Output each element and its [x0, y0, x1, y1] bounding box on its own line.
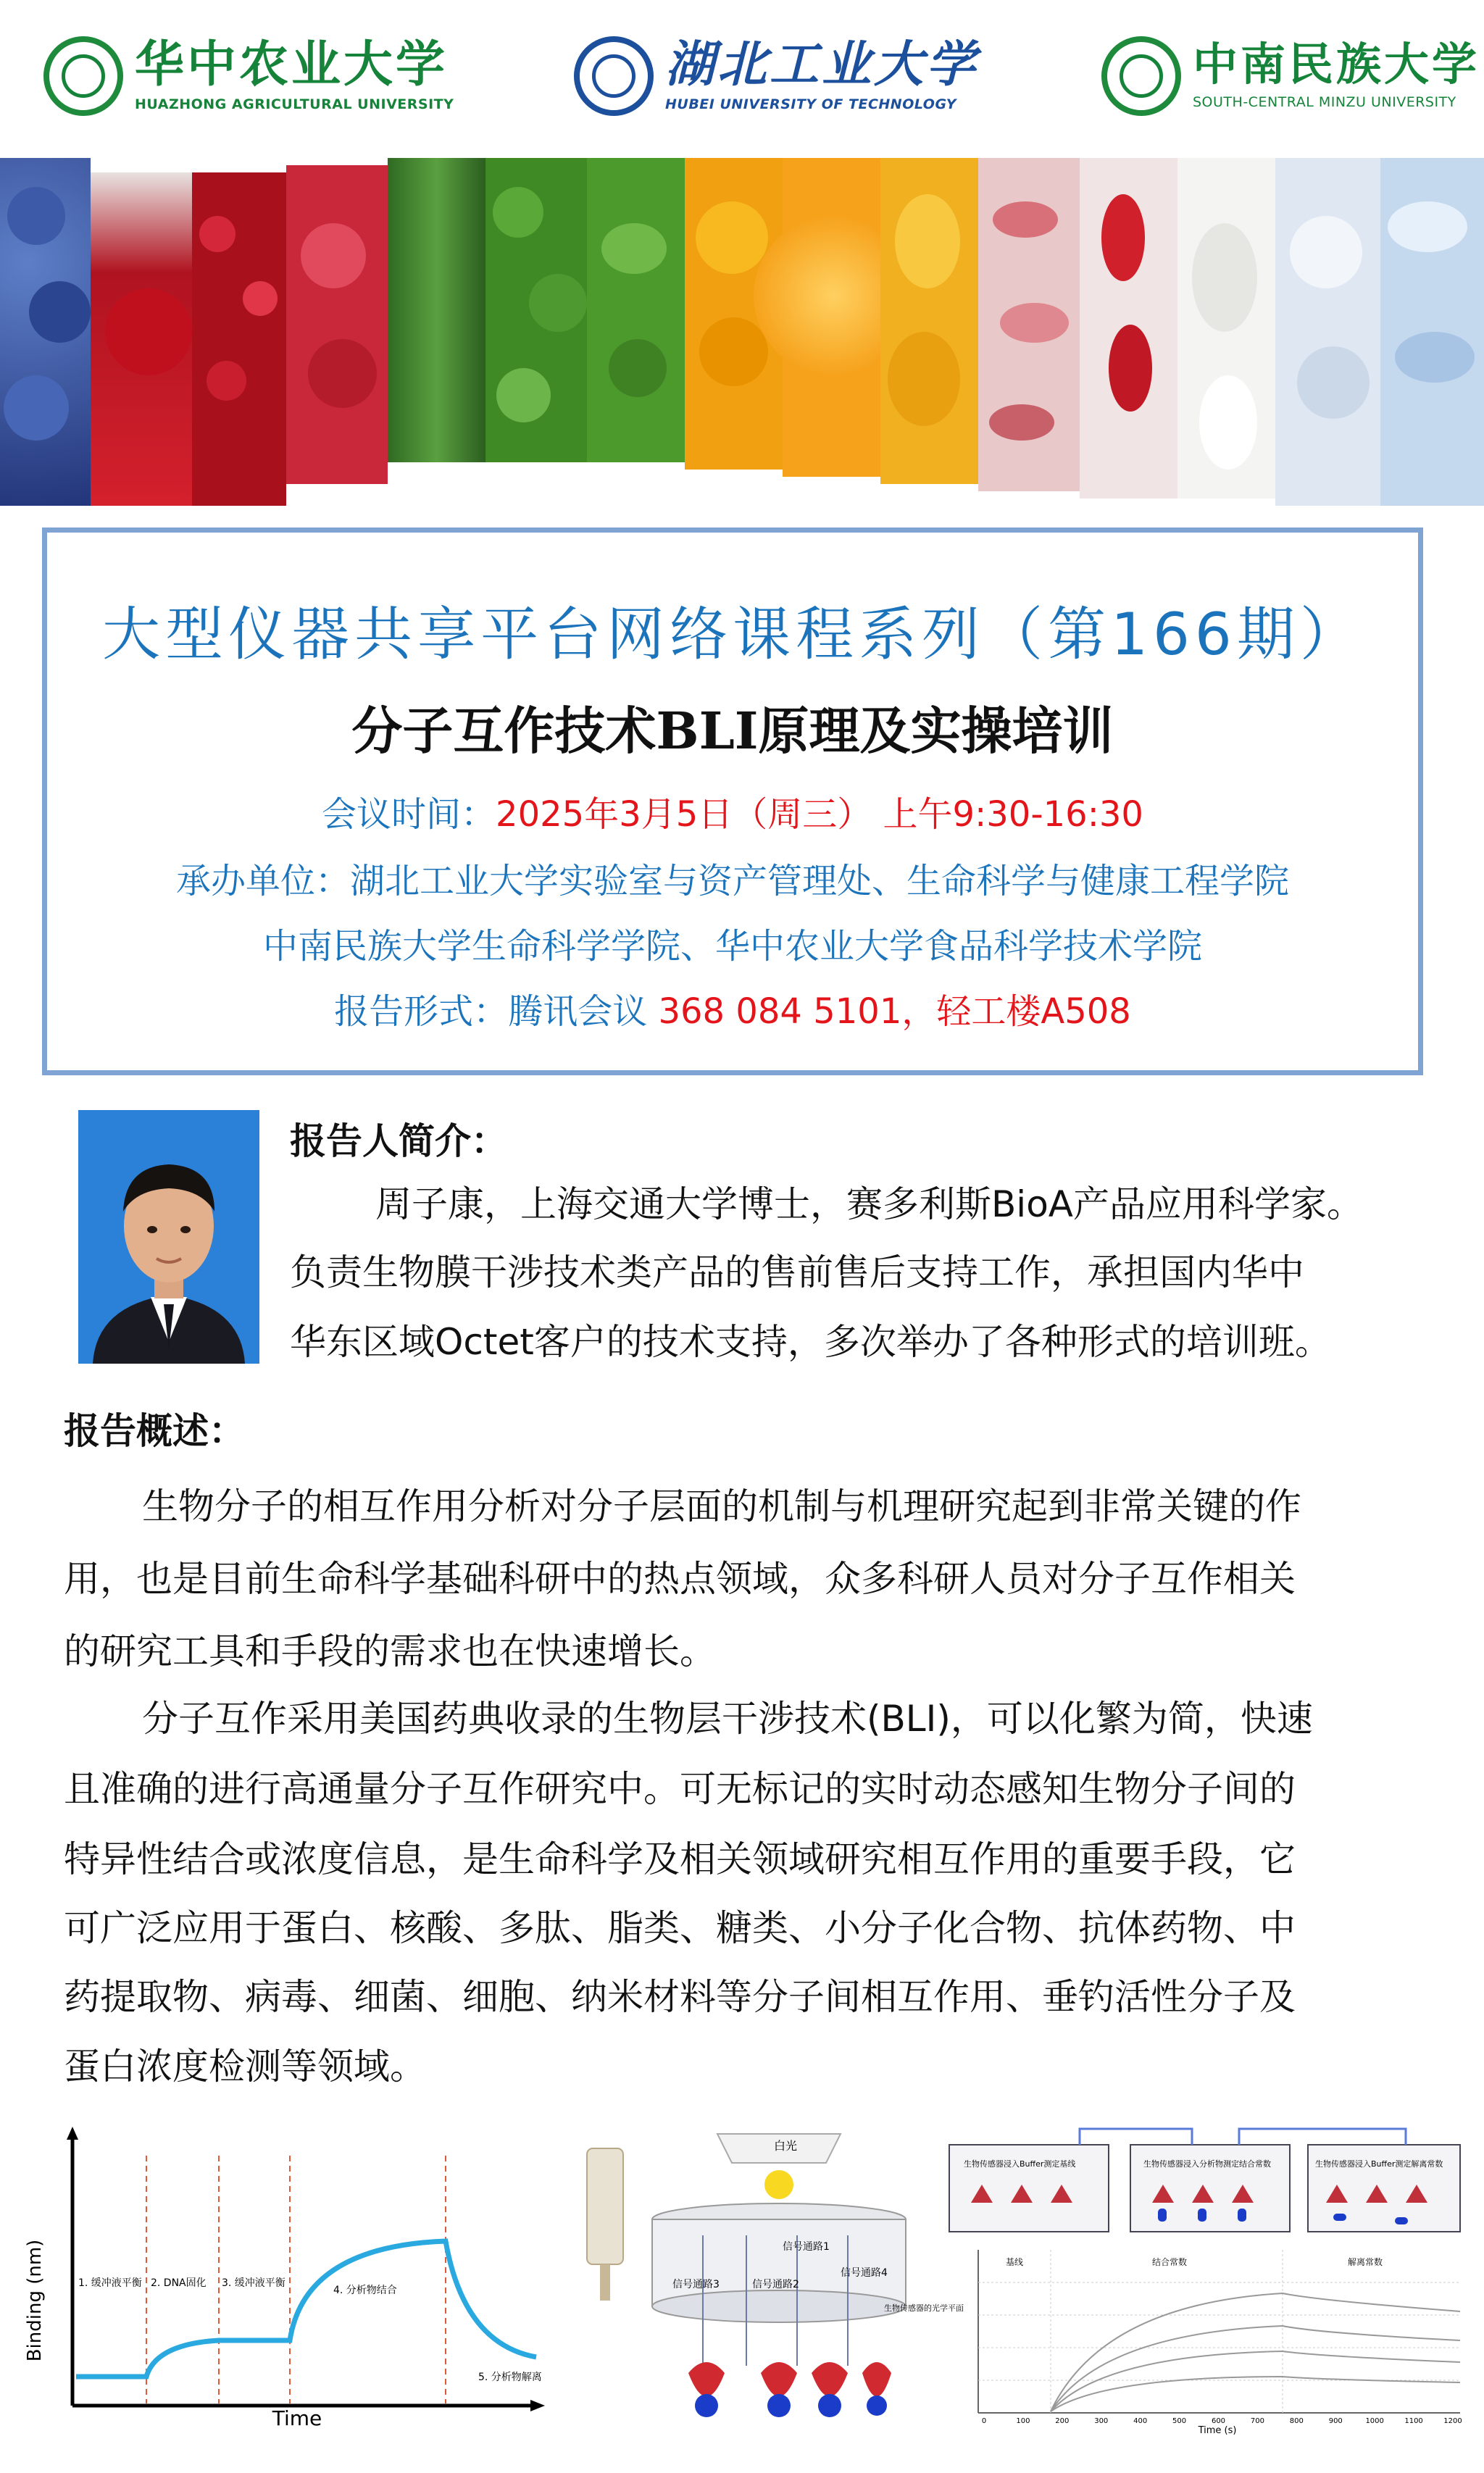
- x-tick-label: 100: [1016, 2417, 1030, 2425]
- cherry-image: [91, 172, 192, 506]
- x-axis-label: Time (s): [1198, 2425, 1237, 2436]
- summary-p2-line: 可广泛应用于蛋白、核酸、多肽、脂类、糖类、小分子化合物、抗体药物、中: [64, 1907, 1296, 1949]
- format-label: 报告形式：: [334, 991, 509, 1032]
- logo-en-name: HUBEI UNIVERSITY OF TECHNOLOGY: [665, 96, 957, 112]
- white-light-label: 白光: [774, 2139, 798, 2153]
- step-label: 3. 缓冲液平衡: [222, 2277, 285, 2289]
- step-box-label: 生物传感器浸入分析物测定结合常数: [1143, 2159, 1271, 2169]
- channel-label: 信号通路1: [783, 2241, 830, 2253]
- raspberries-image: [286, 165, 388, 484]
- logo-huazhong: [43, 29, 454, 123]
- lettuce-image: [587, 158, 685, 462]
- phase-label: 基线: [1006, 2257, 1024, 2267]
- speaker-heading: 报告人简介：: [290, 1120, 507, 1162]
- event-info-box: [42, 527, 1423, 1075]
- optical-plane-note: 生物传感器的光学平面: [884, 2303, 964, 2313]
- channel-label: 信号通路3: [672, 2279, 720, 2290]
- bli-binding-curve-figure: [24, 2127, 551, 2431]
- summary-p2-line: 特异性结合或浓度信息，是生命科学及相关领域研究相互作用的重要手段，它: [64, 1838, 1296, 1880]
- speaker-bio-line-1: 周子康，上海交通大学博士，赛多利斯BioA产品应用科学家。: [375, 1183, 1363, 1225]
- course-series-title: 大型仪器共享平台网络课程系列（第166期）: [102, 601, 1363, 668]
- food-supplement-photo-strip: [0, 158, 1484, 506]
- training-title: 分子互作技术BLI原理及实操培训: [351, 701, 1114, 761]
- blueberries-image: [0, 158, 91, 506]
- y-axis-arrow-icon: [67, 2127, 78, 2140]
- speaker-bio-line-3: 华东区域Octet客户的技术支持，多次举办了各种形式的培训班。: [290, 1321, 1331, 1363]
- channel-label: 信号通路2: [752, 2279, 799, 2290]
- step-box-label: 生物传感器浸入Buffer测定基线: [964, 2159, 1076, 2169]
- logo-cn-name: 中南民族大学: [1193, 38, 1480, 91]
- step-label: 2. DNA固化: [151, 2277, 207, 2289]
- host-value-1: 湖北工业大学实验室与资产管理处、生命科学与健康工程学院: [350, 861, 1290, 901]
- summary-p2-line: 药提取物、病毒、细菌、细胞、纳米材料等分子间相互作用、垂钓活性分子及: [64, 1976, 1296, 2018]
- blue-tablets-image: [1380, 158, 1484, 506]
- summary-p2-line: 且准确的进行高通量分子互作研究中。可无标记的实时动态感知生物分子间的: [64, 1768, 1296, 1810]
- red-capsules-image: [1080, 158, 1177, 499]
- x-tick-label: 200: [1055, 2417, 1070, 2425]
- x-tick-label: 500: [1172, 2417, 1187, 2425]
- x-tick-label: 1200: [1443, 2417, 1462, 2425]
- speaker-portrait: [78, 1110, 259, 1364]
- phase-label: 解离常数: [1348, 2257, 1383, 2267]
- step-box-label: 生物传感器浸入Buffer测定解离常数: [1315, 2159, 1443, 2169]
- phase-label: 结合常数: [1152, 2257, 1188, 2267]
- x-tick-label: 700: [1250, 2417, 1264, 2425]
- x-tick-label: 1100: [1404, 2417, 1423, 2425]
- summary-heading: 报告概述：: [64, 1410, 245, 1452]
- x-tick-label: 400: [1133, 2417, 1148, 2425]
- meeting-time-line: [47, 786, 1418, 836]
- step-label: 4. 分析物结合: [333, 2285, 397, 2296]
- bli-sensor-schematic-figure: [580, 2134, 964, 2438]
- white-capsules-image: [1177, 158, 1275, 499]
- softgel-capsules-image: [880, 158, 978, 484]
- logo-cn-name: 华中农业大学: [135, 36, 449, 93]
- summary-p1-line: 用，也是目前生命科学基础科研中的热点领域，众多科研人员对分子互作相关: [64, 1558, 1296, 1600]
- speaker-bio-line-2: 负责生物膜干涉技术类产品的售前售后支持工作，承担国内华中: [290, 1251, 1304, 1293]
- summary-p1-line: 的研究工具和手段的需求也在快速增长。: [64, 1630, 716, 1672]
- x-tick-label: 1000: [1365, 2417, 1384, 2425]
- summary-p1-line: 生物分子的相互作用分析对分子层面的机制与机理研究起到非常关键的作: [142, 1485, 1301, 1527]
- orange-slice-image: [783, 158, 880, 477]
- huazhong-seal-icon: [43, 36, 123, 116]
- host-line-2: 中南民族大学生命科学学院、华中农业大学食品科学技术学院: [262, 926, 1202, 967]
- summary-p2-line: 蛋白浓度检测等领域。: [64, 2045, 426, 2088]
- logo-en-name: HUAZHONG AGRICULTURAL UNIVERSITY: [135, 96, 454, 112]
- x-axis-arrow-icon: [530, 2400, 545, 2411]
- channel-label: 信号通路4: [841, 2267, 888, 2279]
- meeting-time-value: 2025年3月5日（周三） 上午9:30-16:30: [496, 794, 1143, 835]
- logo-en-name: SOUTH-CENTRAL MINZU UNIVERSITY: [1193, 94, 1456, 110]
- red-currants-image: [192, 172, 286, 506]
- minzu-seal-icon: [1101, 36, 1181, 116]
- cucumber-image: [388, 158, 485, 462]
- x-tick-label: 900: [1328, 2417, 1343, 2425]
- y-axis-label: Binding (nm): [24, 2239, 46, 2362]
- x-tick-label: 800: [1289, 2417, 1304, 2425]
- logo-minzu: [1101, 29, 1480, 123]
- format-value-meeting: 腾讯会议: [508, 991, 659, 1032]
- logo-hubei: [574, 29, 978, 123]
- logo-cn-name: 湖北工业大学: [665, 36, 979, 93]
- x-tick-label: 600: [1211, 2417, 1226, 2425]
- step-label: 1. 缓冲液平衡: [78, 2277, 142, 2289]
- white-light-icon: [764, 2170, 793, 2199]
- pink-pills-image: [978, 158, 1080, 491]
- x-tick-label: 300: [1094, 2417, 1109, 2425]
- summary-p2-line: 分子互作采用美国药典收录的生物层干涉技术(BLI)，可以化繁为简，快速: [142, 1698, 1313, 1740]
- x-axis-label: Time: [272, 2406, 322, 2430]
- format-value-id: 368 084 5101，轻工楼A508: [658, 991, 1131, 1032]
- header-logos: [0, 0, 1484, 152]
- host-label: 承办单位：: [175, 861, 350, 901]
- hubei-seal-icon: [574, 36, 654, 116]
- x-tick-label: 0: [981, 2417, 987, 2425]
- format-line: [47, 983, 1418, 1033]
- white-tablets-image: [1275, 158, 1380, 506]
- biosensor-tip-icon: [587, 2148, 623, 2264]
- host-line-1: [47, 853, 1418, 903]
- broccoli-image: [485, 158, 587, 462]
- bli-assay-steps-figure: [942, 2123, 1464, 2435]
- meeting-time-label: 会议时间：: [322, 794, 496, 835]
- step-label: 5. 分析物解离: [478, 2372, 542, 2383]
- binding-curve: [76, 2241, 536, 2377]
